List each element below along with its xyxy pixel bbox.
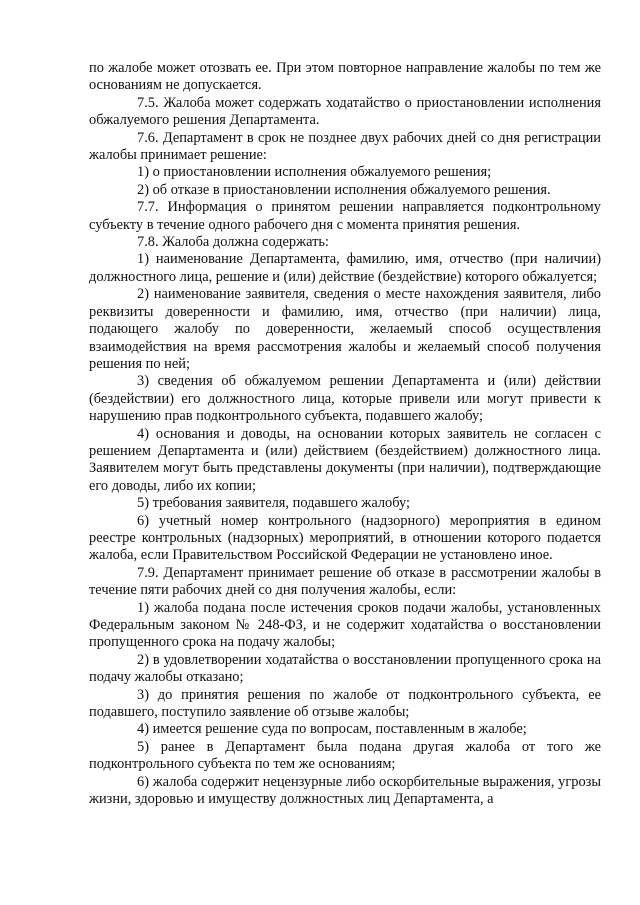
paragraph-7-9-item-2: 2) в удовлетворении ходатайства о восстановлении пропущенного срока на подачу жалобы отказано; [89,651,601,686]
paragraph-continuation: по жалобе может отозвать ее. При этом повторное направление жалобы по тем же основаниям не допускается. [89,60,601,94]
paragraph-7-9-item-6: 6) жалоба содержит нецензурные либо оскорбительные выражения, угрозы жизни, здоровью и имуществу должностных лиц Департамента, а [89,773,601,808]
paragraph-7-6-item-2: 2) об отказе в приостановлении исполнения обжалуемого решения. [137,181,551,198]
paragraph-7-8-item-3: 3) сведения об обжалуемом решении Департамента и (или) действии (бездействии) его должностного лица, которые привели или могут привести к нарушению прав подконтрольного субъекта, подавшего жалобу; [89,373,601,425]
paragraph-7-8-item-2: 2) наименование заявителя, сведения о месте нахождения заявителя, либо реквизиты доверенности и фамилию, имя, отчество (при наличии) лица, подающего жалобу по доверенности, желаемый способ осуществления взаимодействия на время рассмотрения жалобы и желаемый способ получения решения по ней; [89,286,601,372]
paragraph-7-8-item-4: 4) основания и доводы, на основании которых заявитель не согласен с решением Департамента и (или) действием (бездействием) должностного лица. Заявителем могут быть представлены документы (при наличии), подтверждающие его доводы, либо их копии; [89,425,601,494]
paragraph-7-9-item-5: 5) ранее в Департамент была подана другая жалоба от того же подконтрольного субъекта по тем же основаниям; [89,738,601,773]
paragraph-7-6-item-1: 1) о приостановлении исполнения обжалуемого решения; [137,164,492,181]
document-page [89,60,601,808]
paragraph-7-6: 7.6. Департамент в срок не позднее двух рабочих дней со дня регистрации жалобы принимает решение: [89,129,601,164]
paragraph-7-7: 7.7. Информация о принятом решении направляется подконтрольному субъекту в течение одного рабочего дня с момента принятия решения. [89,199,601,233]
paragraph-7-8-item-5: 5) требования заявителя, подавшего жалобу; [137,495,411,512]
paragraph-7-9-item-1: 1) жалоба подана после истечения сроков подачи жалобы, установленных Федеральным законом № 248-ФЗ, и не содержит ходатайства о восстановлении пропущенного срока на подачу жалобы; [89,599,601,651]
paragraph-7-8-item-6: 6) учетный номер контрольного (надзорного) мероприятия в едином реестре контрольных (надзорных) мероприятий, в отношении которого подается жалоба, если Правительством Российской Федерации не установлено иное. [89,512,601,564]
paragraph-7-8-item-1: 1) наименование Департамента, фамилию, имя, отчество (при наличии) должностного лица, решение и (или) действие (бездействие) которого обжалуется; [89,251,601,285]
paragraph-7-8: 7.8. Жалоба должна содержать: [137,234,329,251]
paragraph-7-5: 7.5. Жалоба может содержать ходатайство о приостановлении исполнения обжалуемого решения Департамента. [89,94,601,129]
paragraph-7-9-item-3: 3) до принятия решения по жалобе от подконтрольного субъекта, ее подавшего, поступило заявление об отзыве жалобы; [89,686,601,721]
paragraph-7-9-item-4: 4) имеется решение суда по вопросам, поставленным в жалобе; [137,721,527,738]
paragraph-7-9: 7.9. Департамент принимает решение об отказе в рассмотрении жалобы в течение пяти рабочих дней со дня получения жалобы, если: [89,564,601,599]
